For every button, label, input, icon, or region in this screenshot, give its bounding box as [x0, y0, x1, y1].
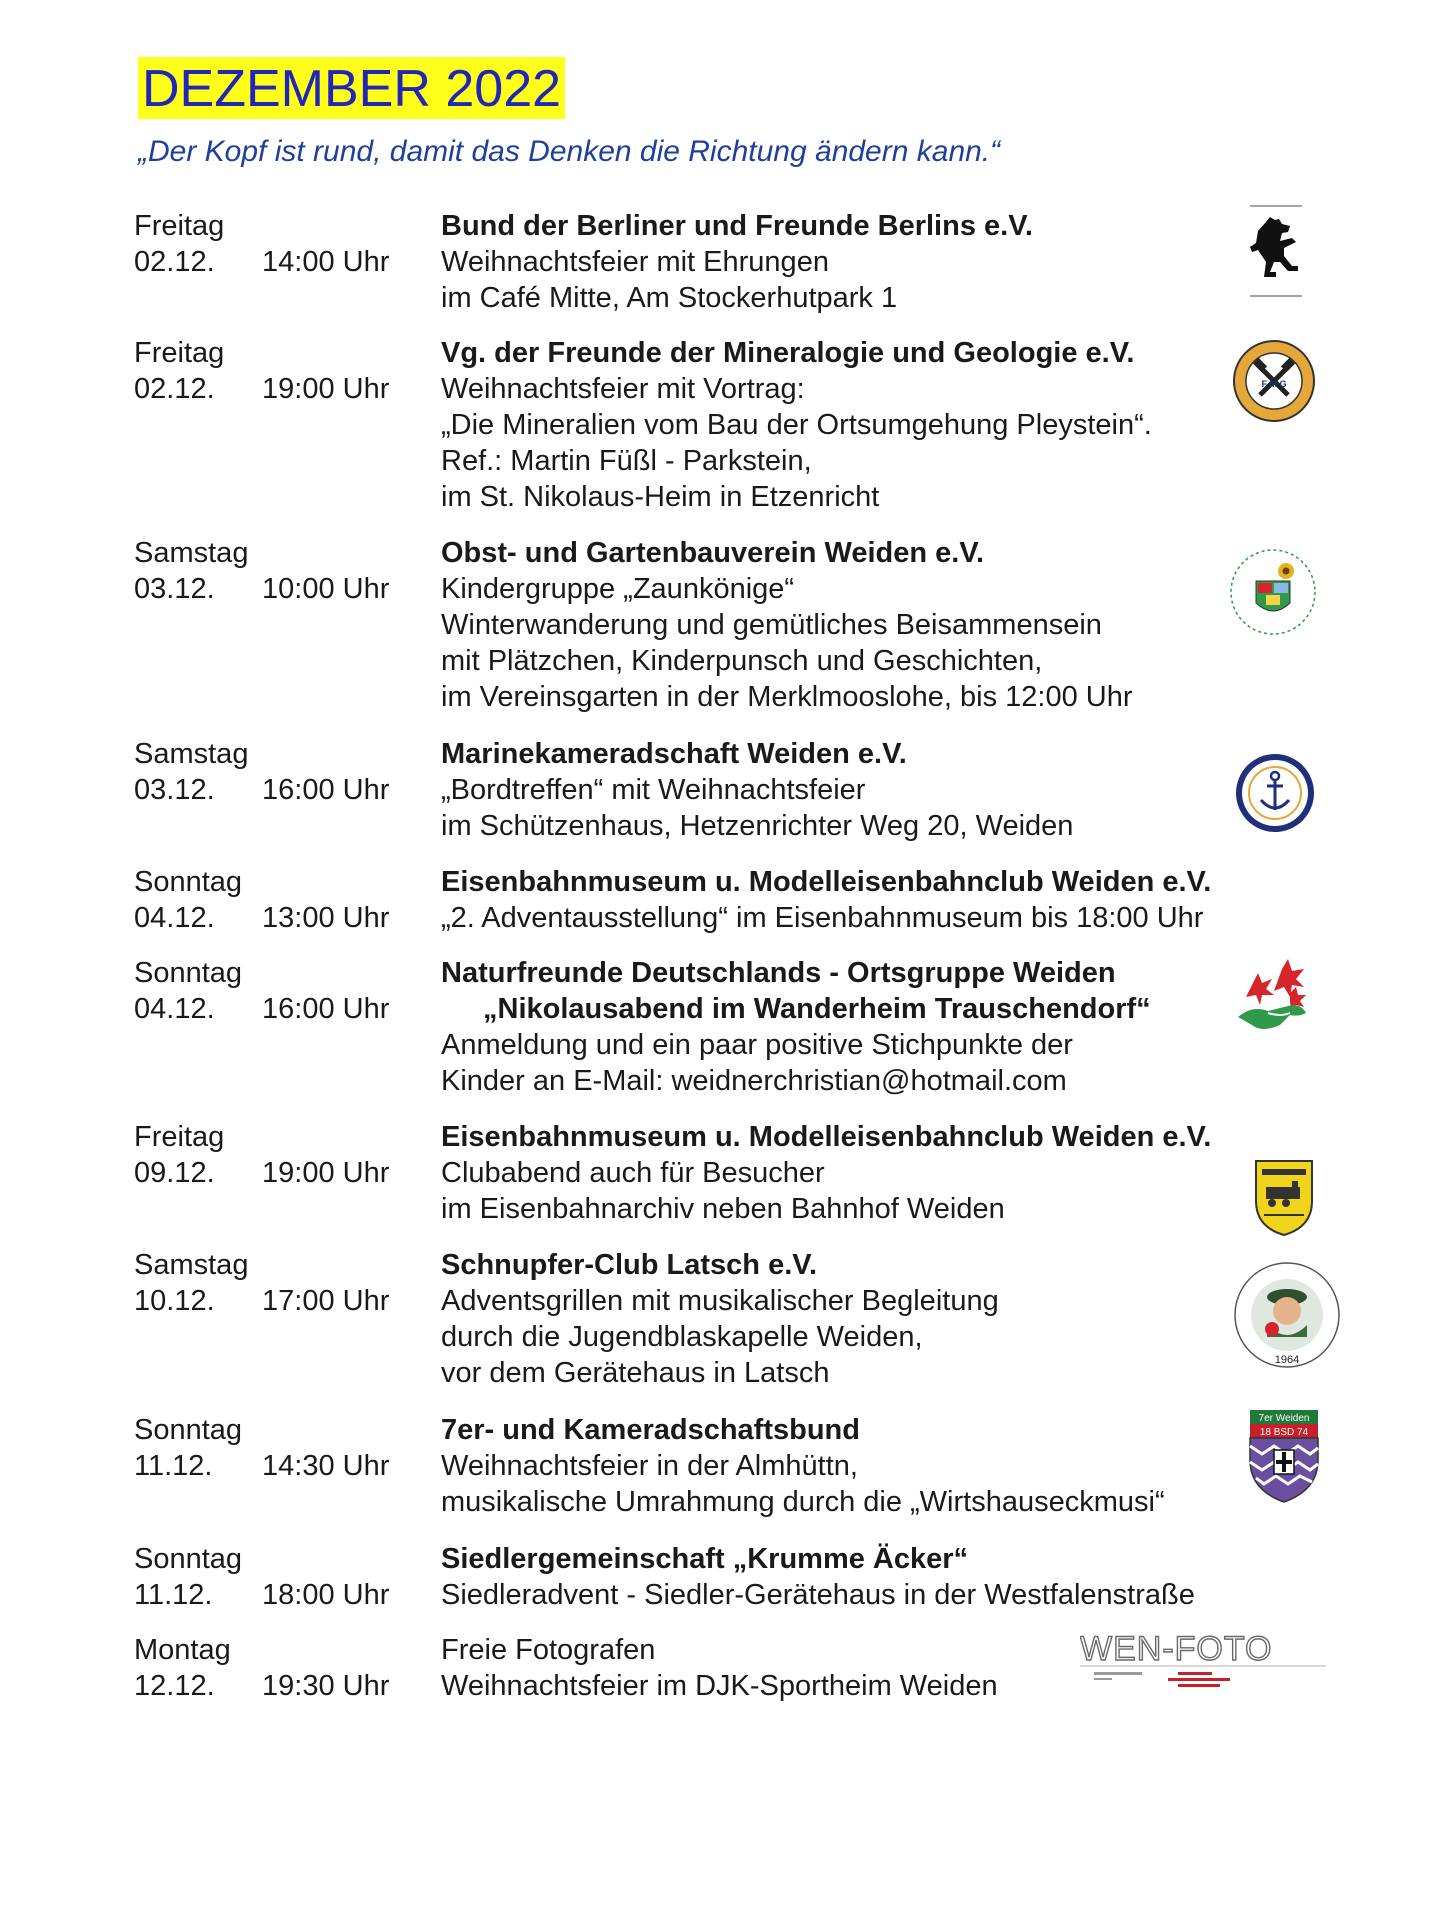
event-organizer: Siedlergemeinschaft „Krumme Äcker“	[441, 1543, 969, 1575]
event-date: 11.12.	[134, 1579, 213, 1611]
event-detail: im Eisenbahnarchiv neben Bahnhof Weiden	[441, 1193, 1005, 1225]
event-organizer: Freie Fotografen	[441, 1634, 656, 1666]
event-day: Samstag	[134, 738, 249, 770]
event-day: Sonntag	[134, 957, 243, 989]
event-detail: im Vereinsgarten in der Merklmooslohe, bis 12:00 Uhr	[441, 681, 1133, 713]
event-detail: „Die Mineralien vom Bau der Ortsumgehung Pleystein“.	[441, 409, 1152, 441]
event-time: 14:30 Uhr	[262, 1450, 390, 1482]
logo-text: WEN-FOTO	[1080, 1630, 1273, 1668]
event-date: 04.12.	[134, 902, 215, 934]
event-time: 16:00 Uhr	[262, 993, 390, 1025]
event-day: Samstag	[134, 1249, 249, 1281]
page-quote: „Der Kopf ist rund, damit das Denken die Richtung ändern kann.“	[138, 135, 1001, 168]
event-time: 19:00 Uhr	[262, 373, 390, 405]
event-detail: Weihnachtsfeier mit Vortrag:	[441, 373, 805, 405]
page-title: DEZEMBER 2022	[138, 57, 565, 119]
event-organizer: Vg. der Freunde der Mineralogie und Geologie e.V.	[441, 337, 1135, 369]
event-time: 14:00 Uhr	[262, 246, 390, 278]
event-time: 16:00 Uhr	[262, 774, 390, 806]
event-detail: Weihnachtsfeier in der Almhüttn,	[441, 1450, 858, 1482]
kameradschaft-shield-icon	[1246, 1406, 1322, 1506]
event-date: 04.12.	[134, 993, 215, 1025]
event-detail: mit Plätzchen, Kinderpunsch und Geschichten,	[441, 645, 1043, 677]
event-detail: Weihnachtsfeier mit Ehrungen	[441, 246, 829, 278]
event-day: Sonntag	[134, 1414, 243, 1446]
event-date: 02.12.	[134, 246, 215, 278]
event-organizer: Obst- und Gartenbauverein Weiden e.V.	[441, 537, 985, 569]
event-organizer: 7er- und Kameradschaftsbund	[441, 1414, 860, 1446]
event-day: Freitag	[134, 210, 225, 242]
event-date: 12.12.	[134, 1670, 215, 1702]
event-day: Sonntag	[134, 1543, 243, 1575]
event-day: Samstag	[134, 537, 249, 569]
event-detail: Winterwanderung und gemütliches Beisammensein	[441, 609, 1102, 641]
naturfreunde-hands-flowers-icon	[1228, 955, 1324, 1051]
event-detail: musikalische Umrahmung durch die „Wirtshauseckmusi“	[441, 1486, 1165, 1518]
garden-club-crest-icon	[1228, 547, 1318, 637]
event-detail: Anmeldung und ein paar positive Stichpunkte der	[441, 1029, 1073, 1061]
anchor-icon	[1234, 752, 1316, 834]
event-detail: „Bordtreffen“ mit Weihnachtsfeier	[441, 774, 866, 806]
logo-text: 1964	[1274, 1354, 1300, 1366]
berlin-bear-icon	[1236, 202, 1316, 302]
event-detail: Clubabend auch für Besucher	[441, 1157, 825, 1189]
event-detail: Kinder an E-Mail: weidnerchristian@hotmail.com	[441, 1065, 1067, 1097]
event-detail: Weihnachtsfeier im DJK-Sportheim Weiden	[441, 1670, 998, 1702]
schnupfer-club-badge-icon	[1232, 1255, 1342, 1375]
event-detail: „2. Adventausstellung“ im Eisenbahnmuseum bis 18:00 Uhr	[441, 902, 1204, 934]
logo-text-2: 18 BSD 74	[1259, 1427, 1309, 1438]
event-detail: im Café Mitte, Am Stockerhutpark 1	[441, 282, 898, 314]
event-time: 10:00 Uhr	[262, 573, 390, 605]
event-detail: Kindergruppe „Zaunkönige“	[441, 573, 795, 605]
event-date: 11.12.	[134, 1450, 213, 1482]
event-detail: im Schützenhaus, Hetzenrichter Weg 20, Weiden	[441, 810, 1074, 842]
event-detail: durch die Jugendblaskapelle Weiden,	[441, 1321, 923, 1353]
logo-text: 7er Weiden	[1258, 1413, 1310, 1424]
event-detail: vor dem Gerätehaus in Latsch	[441, 1357, 830, 1389]
event-detail: Siedleradvent - Siedler-Gerätehaus in der Westfalenstraße	[441, 1579, 1195, 1611]
event-time: 18:00 Uhr	[262, 1579, 390, 1611]
railway-shield-icon	[1252, 1157, 1316, 1237]
event-date: 09.12.	[134, 1157, 215, 1189]
logo-text: F M G	[1261, 379, 1287, 389]
mineralogy-hammer-icon	[1232, 339, 1316, 423]
event-date: 03.12.	[134, 573, 215, 605]
event-time: 17:00 Uhr	[262, 1285, 390, 1317]
event-time: 19:30 Uhr	[262, 1670, 390, 1702]
event-organizer: Schnupfer-Club Latsch e.V.	[441, 1249, 817, 1281]
event-date: 02.12.	[134, 373, 215, 405]
event-date: 10.12.	[134, 1285, 215, 1317]
event-detail: im St. Nikolaus-Heim in Etzenricht	[441, 481, 880, 513]
event-time: 19:00 Uhr	[262, 1157, 390, 1189]
event-day: Sonntag	[134, 866, 243, 898]
event-time: 13:00 Uhr	[262, 902, 390, 934]
event-detail: Adventsgrillen mit musikalischer Begleitung	[441, 1285, 999, 1317]
event-organizer: Eisenbahnmuseum u. Modelleisenbahnclub Weiden e.V.	[441, 1121, 1212, 1153]
wen-foto-logo	[1080, 1630, 1326, 1692]
event-detail: „Nikolausabend im Wanderheim Trauschendorf“	[483, 993, 1151, 1025]
event-date: 03.12.	[134, 774, 215, 806]
event-day: Freitag	[134, 1121, 225, 1153]
event-organizer: Naturfreunde Deutschlands - Ortsgruppe Weiden	[441, 957, 1116, 989]
event-organizer: Marinekameradschaft Weiden e.V.	[441, 738, 907, 770]
event-organizer: Eisenbahnmuseum u. Modelleisenbahnclub Weiden e.V.	[441, 866, 1212, 898]
event-day: Montag	[134, 1634, 231, 1666]
event-day: Freitag	[134, 337, 225, 369]
event-organizer: Bund der Berliner und Freunde Berlins e.V.	[441, 210, 1033, 242]
event-detail: Ref.: Martin Füßl - Parkstein,	[441, 445, 812, 477]
